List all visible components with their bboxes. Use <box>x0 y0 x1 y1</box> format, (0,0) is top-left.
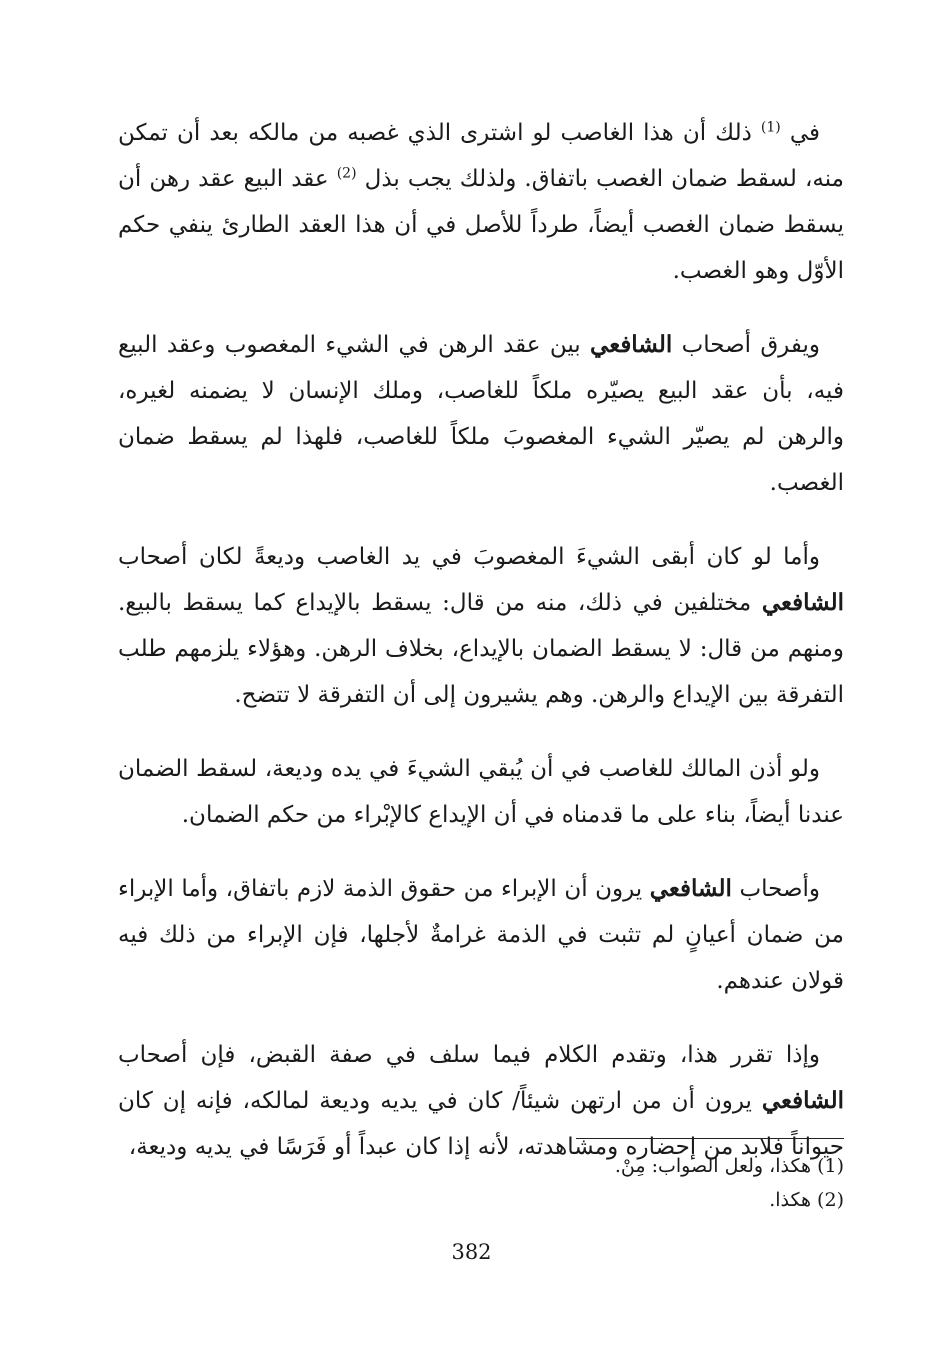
paragraph-5 <box>118 866 844 1004</box>
text-span: بين عقد الرهن في الشيء المغصوب وعقد البيع فيه، بأن عقد البيع يصيّره ملكاً للغاصب، وملك الإنسان لا يضمنه لغيره، والرهن لم يصيّر الشيء المغصوبَ ملكاً للغاصب، فلهذا لم يسقط ضمان الغصب. <box>118 332 844 496</box>
paragraph-4 <box>118 746 844 838</box>
text-span: ولو أذن المالك للغاصب في أن يُبقي الشيءَ في يده وديعة، لسقط الضمان عندنا أيضاً، بناء على ما قدمناه في أن الإيداع كالإبْراء من حكم الضمان. <box>118 756 844 828</box>
text-span: مختلفين في ذلك، منه من قال: يسقط بالإيداع كما يسقط بالبيع. ومنهم من قال: لا يسقط الضمان بالإيداع، بخلاف الرهن. وهؤلاء يلزمهم طلب التفرقة بين الإيداع والرهن. وهم يشيرون إلى أن التفرقة لا تتضح. <box>118 590 844 708</box>
text-span: عقد البيع عقد رهن أن يسقط ضمان الغصب أيضاً، طرداً للأصل في أن هذا العقد الطارئ ينفي حكم الأوّل وهو الغصب. <box>118 166 844 284</box>
paragraph-2 <box>118 322 844 506</box>
paragraph-1 <box>118 110 844 294</box>
footnotes <box>118 1138 844 1217</box>
text-span: في <box>780 120 820 146</box>
text-span: يرون أن من ارتهن شيئاً/ كان في يديه وديعة لمالكه، فإنه إن كان حيواناً فلابد من إحضاره ومشاهدته، لأنه إذا كان عبداً أو فَرَسًا في يديه وديعة، <box>118 1088 844 1160</box>
text-span: ذلك أن هذا الغاصب لو اشترى الذي غصبه من مالكه بعد أن تمكن منه، لسقط ضمان الغصب باتفاق. ولذلك يجب بذل <box>118 120 844 192</box>
bold-name: الشافعي <box>649 875 732 902</box>
text-span: وأصحاب <box>731 876 820 902</box>
footnote-ref-1: (1) <box>760 119 781 136</box>
footnote-divider <box>576 1138 844 1139</box>
footnote-1: (1) هكذا، ولعل الصواب: مِنْ. <box>614 1155 844 1177</box>
bold-name: الشافعي <box>761 1087 844 1114</box>
footnote-ref-2: (2) <box>336 165 357 182</box>
page-number: 382 <box>451 1240 492 1264</box>
text-span: يرون أن الإبراء من حقوق الذمة لازم باتفاق، وأما الإبراء من ضمان أعيانٍ لم تثبت في الذمة غرامةٌ لأجلها، فإن الإبراء من ذلك فيه قولان عندهم. <box>118 876 844 994</box>
bold-name: الشافعي <box>761 589 844 616</box>
paragraph-3 <box>118 534 844 718</box>
bold-name: الشافعي <box>590 331 673 358</box>
text-span: وإذا تقرر هذا، وتقدم الكلام فيما سلف في صفة القبض، فإن أصحاب <box>118 1042 820 1068</box>
main-text <box>118 110 844 1198</box>
text-span: وأما لو كان أبقى الشيءَ المغصوبَ في يد الغاصب وديعةً لكان أصحاب <box>118 544 820 570</box>
text-span: ويفرق أصحاب <box>672 332 820 358</box>
footnote-2: (2) هكذا. <box>769 1189 844 1211</box>
